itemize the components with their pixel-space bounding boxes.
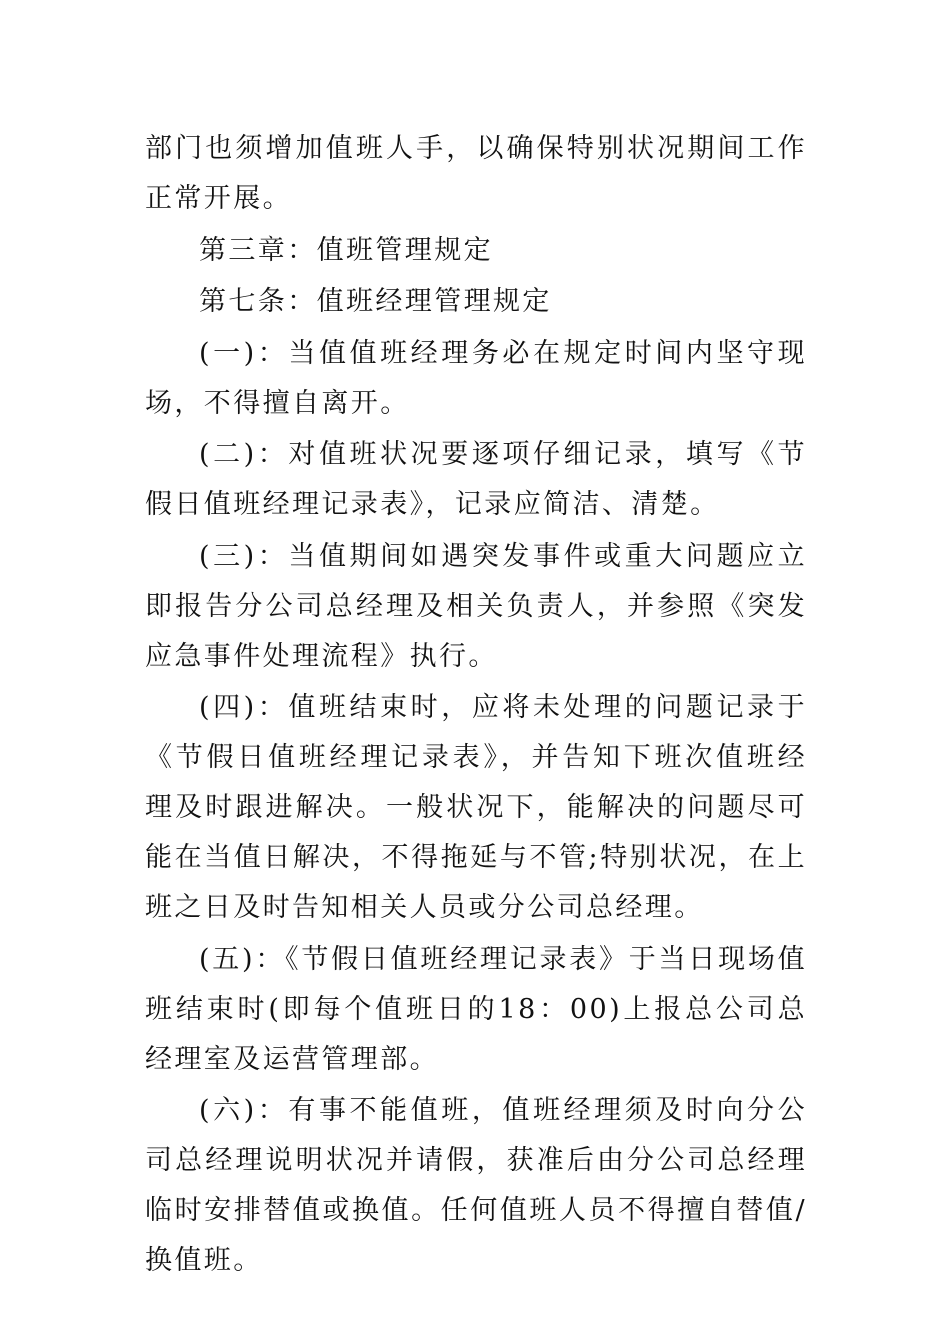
document-body (145, 124, 807, 1288)
clause-1: (一)：当值值班经理务必在规定时间内坚守现场，不得擅自离开。 (145, 337, 807, 419)
article-heading: 第七条：值班经理管理规定 (199, 286, 552, 317)
clause-3: (三)：当值期间如遇突发事件或重大问题应立即报告分公司总经理及相关负责人，并参照《突发应急事件处理流程》执行。 (145, 540, 807, 672)
clause-5: (五)：《节假日值班经理记录表》于当日现场值班结束时(即每个值班日的18：00)上报总公司总经理室及运营管理部。 (145, 943, 807, 1075)
clause-4: (四)：值班结束时，应将未处理的问题记录于《节假日值班经理记录表》，并告知下班次值班经理及时跟进解决。一般状况下，能解决的问题尽可能在当值日解决，不得拖延与不管;特别状况，在上班之日及时告知相关人员或分公司总经理。 (145, 692, 807, 923)
clause-2: (二)：对值班状况要逐项仔细记录，填写《节假日值班经理记录表》，记录应简洁、清楚。 (145, 439, 807, 520)
clause-6: (六)：有事不能值班，值班经理须及时向分公司总经理说明状况并请假，获准后由分公司总经理临时安排替值或换值。任何值班人员不得擅自替值/换值班。 (145, 1095, 807, 1276)
chapter-heading: 第三章：值班管理规定 (199, 234, 493, 266)
paragraph-continuation: 部门也须增加值班人手，以确保特别状况期间工作正常开展。 (145, 133, 807, 214)
